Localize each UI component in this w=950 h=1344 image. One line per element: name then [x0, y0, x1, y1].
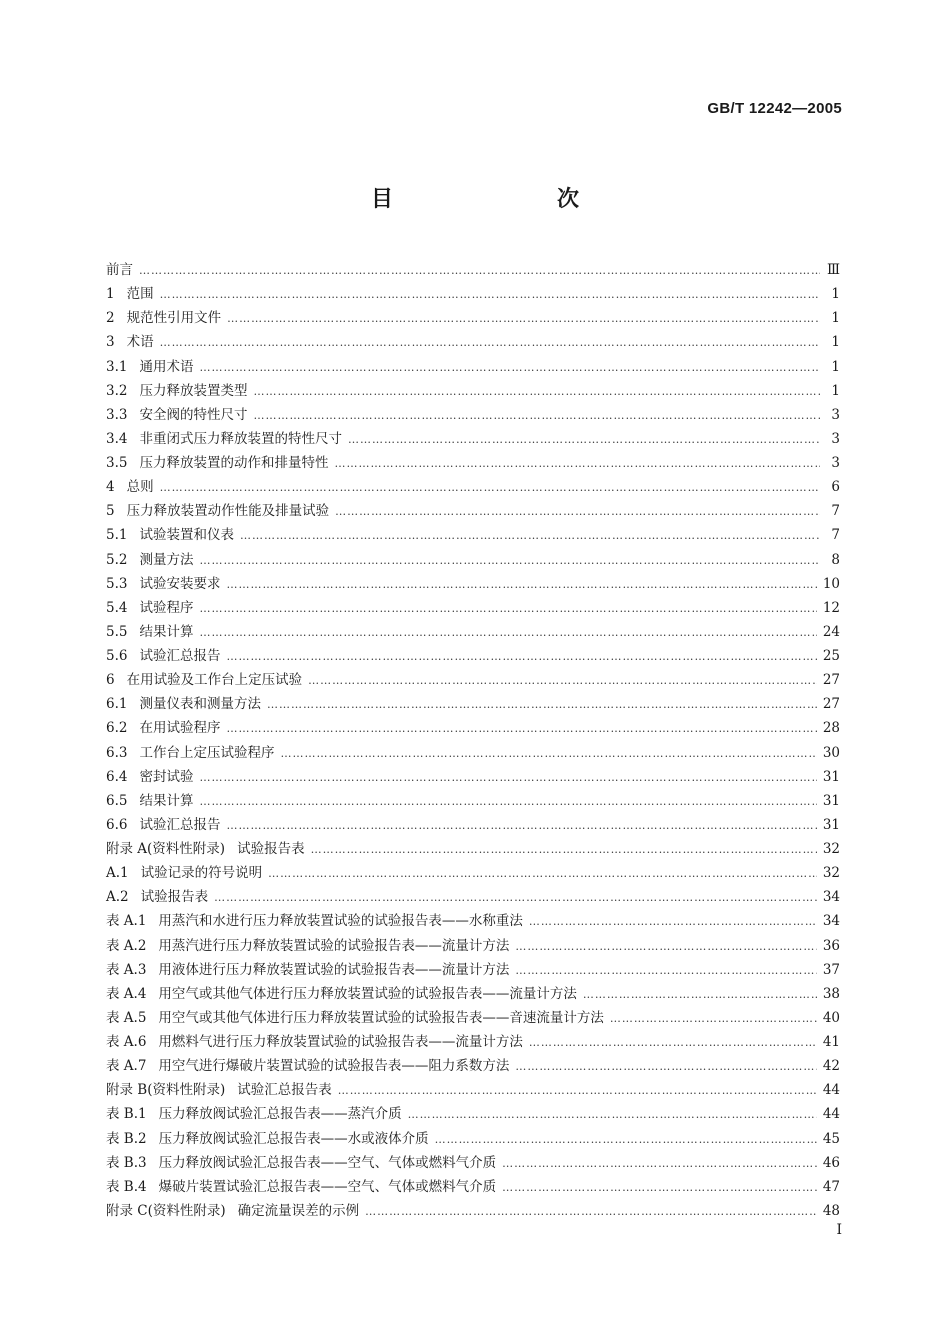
- toc-entry-number: 附录 A(资料性附录): [106, 841, 226, 857]
- toc-entry-number: A.2: [106, 889, 129, 906]
- toc-entry-number: 3.2: [106, 382, 128, 399]
- toc-entry-number: 4: [106, 479, 115, 496]
- toc-entry[interactable]: [106, 789, 840, 813]
- toc-entry-page: 31: [822, 768, 840, 785]
- toc-entry-page: 27: [822, 672, 840, 689]
- toc-entry[interactable]: [106, 692, 840, 716]
- toc-entry[interactable]: [106, 644, 840, 668]
- toc-entry-page: 1: [831, 286, 840, 303]
- toc-entry-title: 压力释放阀试验汇总报告表——水或液体介质: [158, 1130, 429, 1147]
- toc-entry-title: 用蒸汽进行压力释放装置试验的试验报告表——流量计方法: [158, 937, 510, 954]
- toc-entry-number: 表 A.6: [106, 1034, 147, 1050]
- toc-entry-title: 压力释放装置类型: [139, 382, 248, 399]
- toc-entry-title: 试验汇总报告: [139, 816, 221, 833]
- toc-leader-dots: [226, 814, 816, 838]
- toc-leader-dots: [214, 886, 817, 910]
- toc-entry[interactable]: [106, 837, 840, 861]
- toc-entry-number: 6.6: [106, 816, 128, 833]
- toc-entry[interactable]: [106, 403, 840, 427]
- toc-leader-dots: [240, 524, 820, 548]
- toc-entry-number: A.1: [106, 865, 129, 882]
- toc-entry-number: 5.1: [106, 527, 128, 544]
- toc-entry[interactable]: [106, 475, 840, 499]
- toc-leader-dots: [348, 428, 820, 452]
- toc-entry[interactable]: [106, 330, 840, 354]
- toc-leader-dots: [253, 404, 820, 428]
- toc-entry-number: 前言: [106, 262, 133, 278]
- toc-leader-dots: [199, 766, 816, 790]
- toc-leader-dots: [268, 862, 817, 886]
- toc-entry-page: 3: [831, 406, 840, 423]
- toc-entry-title: 试验程序: [139, 599, 194, 616]
- toc-entry[interactable]: [106, 909, 840, 933]
- toc-entry-title: 非重闭式压力释放装置的特性尺寸: [139, 430, 342, 447]
- toc-entry-page: 32: [822, 841, 840, 857]
- toc-leader-dots: [435, 1128, 817, 1152]
- toc-entry-number: 表 A.2: [106, 937, 147, 954]
- toc-entry-title: 用空气或其他气体进行压力释放装置试验的试验报告表——音速流量计方法: [158, 1009, 604, 1026]
- toc-entry-number: 5.4: [106, 599, 128, 616]
- toc-entry[interactable]: [106, 1078, 840, 1102]
- toc-entry-number: 3.1: [106, 358, 128, 375]
- toc-entry-number: 附录 C(资料性附录): [106, 1202, 226, 1219]
- toc-entry[interactable]: [106, 958, 840, 982]
- toc-entry-page: 10: [822, 575, 840, 592]
- toc-entry-title: 测量仪表和测量方法: [139, 696, 261, 713]
- toc-entry[interactable]: [106, 1102, 840, 1126]
- toc-entry-page: 12: [822, 599, 840, 616]
- toc-entry[interactable]: [106, 982, 840, 1006]
- toc-entry-page: 1: [831, 310, 840, 327]
- toc-entry[interactable]: [106, 548, 840, 572]
- toc-leader-dots: [311, 838, 817, 862]
- toc-leader-dots: [160, 283, 820, 307]
- toc-entry[interactable]: [106, 379, 840, 403]
- toc-entry-title: 试验报告表: [237, 841, 305, 857]
- toc-entry[interactable]: [106, 668, 840, 692]
- toc-entry-title: 用液体进行压力释放装置试验的试验报告表——流量计方法: [158, 961, 510, 978]
- toc-entry-page: 28: [822, 720, 840, 737]
- toc-leader-dots: [502, 1152, 817, 1176]
- toc-entry-number: 2: [106, 310, 115, 327]
- toc-entry[interactable]: [106, 523, 840, 547]
- toc-entry-title: 术语: [126, 334, 154, 351]
- toc-entry-number: 6.3: [106, 744, 128, 761]
- toc-entry-number: 6.4: [106, 768, 128, 785]
- toc-entry-title: 试验记录的符号说明: [140, 865, 263, 882]
- toc-entry-page: 7: [831, 503, 840, 520]
- toc-entry-number: 3.3: [106, 406, 128, 423]
- toc-entry[interactable]: [106, 1006, 840, 1030]
- toc-entry-page: 31: [822, 792, 840, 809]
- toc-entry-number: 6.2: [106, 720, 128, 737]
- toc-leader-dots: [334, 452, 820, 476]
- toc-leader-dots: [199, 356, 820, 380]
- toc-entry-page: 27: [822, 696, 840, 713]
- toc-leader-dots: [529, 1031, 817, 1055]
- toc-entry-page: Ⅲ: [826, 262, 840, 278]
- toc-entry[interactable]: [106, 861, 840, 885]
- toc-entry-number: 6.1: [106, 696, 128, 713]
- page-number: I: [836, 1222, 842, 1238]
- toc-leader-dots: [583, 983, 817, 1007]
- toc-entry-page: 44: [822, 1106, 840, 1123]
- toc-leader-dots: [160, 476, 820, 500]
- toc-leader-dots: [335, 500, 820, 524]
- toc-entry-page: 38: [822, 985, 840, 1002]
- toc-entry-title: 用空气进行爆破片装置试验的试验报告表——阻力系数方法: [158, 1058, 510, 1075]
- toc-entry-number: 1: [106, 286, 115, 303]
- toc-entry[interactable]: [106, 716, 840, 740]
- toc-entry[interactable]: [106, 1127, 840, 1151]
- toc-entry-title: 通用术语: [139, 358, 194, 375]
- toc-entry-number: 表 B.1: [106, 1106, 147, 1123]
- toc-entry-title: 试验装置和仪表: [139, 527, 234, 544]
- toc-leader-dots: [515, 959, 816, 983]
- toc-entry-number: 表 A.1: [106, 913, 147, 930]
- toc-entry[interactable]: [106, 765, 840, 789]
- toc-entry-title: 压力释放装置动作性能及排量试验: [126, 503, 330, 520]
- toc-entry[interactable]: [106, 1030, 840, 1054]
- toc-entry-page: 30: [822, 744, 840, 761]
- toc-entry-page: 40: [822, 1009, 840, 1026]
- toc-entry[interactable]: [106, 282, 840, 306]
- toc-entry-title: 爆破片装置试验汇总报告表——空气、气体或燃料气介质: [158, 1178, 497, 1195]
- toc-entry[interactable]: [106, 596, 840, 620]
- toc-entry-title: 压力释放阀试验汇总报告表——蒸汽介质: [158, 1106, 402, 1123]
- toc-leader-dots: [199, 597, 816, 621]
- toc-leader-dots: [515, 1055, 816, 1079]
- toc-entry-title: 在用试验程序: [139, 720, 221, 737]
- toc-entry-page: 41: [822, 1034, 840, 1050]
- toc-entry-number: 5.6: [106, 648, 128, 664]
- toc-entry-number: 5: [106, 503, 115, 520]
- toc-entry-page: 34: [822, 889, 840, 906]
- toc-entry[interactable]: [106, 1175, 840, 1199]
- toc-entry[interactable]: [106, 1199, 840, 1223]
- toc-entry-number: 表 B.2: [106, 1130, 147, 1147]
- toc-entry-page: 48: [822, 1202, 840, 1219]
- toc-entry-page: 25: [822, 648, 840, 664]
- page-title: 目 次: [370, 187, 619, 212]
- toc-entry-number: 3.4: [106, 430, 128, 447]
- toc-entry-title: 试验安装要求: [139, 575, 221, 592]
- toc-entry-page: 42: [822, 1058, 840, 1075]
- toc-leader-dots: [408, 1103, 817, 1127]
- toc-leader-dots: [502, 1176, 817, 1200]
- toc-entry-title: 用空气或其他气体进行压力释放装置试验的试验报告表——流量计方法: [158, 985, 577, 1002]
- toc-entry-title: 范围: [126, 286, 154, 303]
- toc-leader-dots: [226, 645, 816, 669]
- toc-entry-number: 表 B.4: [106, 1178, 147, 1195]
- toc-leader-dots: [253, 380, 820, 404]
- standard-number: GB/T 12242—2005: [707, 100, 842, 117]
- toc-entry-page: 8: [831, 551, 840, 568]
- toc-entry[interactable]: [106, 306, 840, 330]
- toc-entry[interactable]: [106, 620, 840, 644]
- toc-entry[interactable]: [106, 813, 840, 837]
- toc-entry[interactable]: [106, 499, 840, 523]
- toc-entry-page: 37: [822, 961, 840, 978]
- toc-entry-number: 5.2: [106, 551, 128, 568]
- toc-entry-page: 36: [822, 937, 840, 954]
- toc-entry-number: 表 A.5: [106, 1009, 147, 1026]
- toc-entry-title: 在用试验及工作台上定压试验: [126, 672, 303, 689]
- toc-leader-dots: [308, 669, 817, 693]
- toc-entry-number: 3: [106, 334, 115, 351]
- toc-entry-page: 31: [822, 816, 840, 833]
- toc-leader-dots: [199, 790, 816, 814]
- toc-entry[interactable]: [106, 451, 840, 475]
- toc-leader-dots: [160, 331, 820, 355]
- toc-entry[interactable]: [106, 885, 840, 909]
- toc-leader-dots: [529, 910, 817, 934]
- toc-entry-number: 表 A.7: [106, 1058, 147, 1075]
- toc-entry-title: 压力释放阀试验汇总报告表——空气、气体或燃料气介质: [158, 1154, 497, 1171]
- toc-entry-title: 安全阀的特性尺寸: [139, 406, 248, 423]
- toc-entry-number: 3.5: [106, 455, 128, 471]
- toc-entry-page: 1: [831, 382, 840, 399]
- toc-entry-page: 6: [831, 479, 840, 496]
- toc-entry[interactable]: [106, 741, 840, 765]
- toc-entry-title: 确定流量误差的示例: [237, 1202, 360, 1219]
- toc-leader-dots: [227, 307, 820, 331]
- toc-entry[interactable]: [106, 572, 840, 596]
- toc-leader-dots: [280, 742, 816, 766]
- toc-leader-dots: [515, 935, 816, 959]
- toc-entry-page: 45: [822, 1130, 840, 1147]
- toc-entry-page: 1: [831, 334, 840, 351]
- toc-entry-title: 结果计算: [139, 792, 194, 809]
- toc-entry-number: 表 B.3: [106, 1154, 147, 1171]
- toc-leader-dots: [338, 1079, 817, 1103]
- toc-entry-page: 44: [822, 1082, 840, 1099]
- toc-entry-title: 试验汇总报告: [139, 648, 221, 664]
- toc-entry-number: 6.5: [106, 792, 128, 809]
- toc-entry-page: 3: [831, 430, 840, 447]
- toc-entry-title: 密封试验: [139, 768, 194, 785]
- toc-entry-title: 用蒸汽和水进行压力释放装置试验的试验报告表——水称重法: [158, 913, 523, 930]
- toc-entry-title: 用燃料气进行压力释放装置试验的试验报告表——流量计方法: [158, 1034, 523, 1050]
- toc-entry-title: 总则: [126, 479, 154, 496]
- toc-entry-page: 3: [831, 455, 840, 471]
- toc-leader-dots: [610, 1007, 817, 1031]
- toc-entry[interactable]: [106, 1054, 840, 1078]
- toc-entry-page: 47: [822, 1178, 840, 1195]
- toc-leader-dots: [267, 693, 817, 717]
- toc-entry-page: 1: [831, 358, 840, 375]
- toc-entry[interactable]: [106, 355, 840, 379]
- toc-entry-title: 试验报告表: [140, 889, 209, 906]
- toc-entry-title: 工作台上定压试验程序: [139, 744, 275, 761]
- toc-entry-number: 5.3: [106, 575, 128, 592]
- toc-entry-number: 表 A.4: [106, 985, 147, 1002]
- toc-entry-page: 34: [822, 913, 840, 930]
- toc-entry[interactable]: [106, 1151, 840, 1175]
- toc-entry-title: 压力释放装置的动作和排量特性: [139, 455, 329, 471]
- toc-leader-dots: [226, 573, 816, 597]
- toc-entry-title: 测量方法: [139, 551, 194, 568]
- toc-entry-title: 规范性引用文件: [126, 310, 222, 327]
- toc-leader-dots: [199, 621, 816, 645]
- toc-leader-dots: [199, 549, 820, 573]
- toc-entry[interactable]: [106, 427, 840, 451]
- toc-entry-page: 32: [822, 865, 840, 882]
- toc-entry-page: 24: [822, 623, 840, 640]
- toc-entry-number: 6: [106, 672, 115, 689]
- toc-entry-number: 附录 B(资料性附录): [106, 1082, 226, 1099]
- toc-entry-title: 试验汇总报告表: [237, 1082, 332, 1099]
- toc-entry[interactable]: [106, 258, 840, 282]
- toc-leader-dots: [365, 1200, 817, 1224]
- toc-entry-page: 46: [822, 1154, 840, 1171]
- toc-entry-number: 表 A.3: [106, 961, 147, 978]
- toc-entry[interactable]: [106, 934, 840, 958]
- toc-leader-dots: [226, 717, 816, 741]
- toc-entry-number: 5.5: [106, 623, 128, 640]
- toc-entry-title: 结果计算: [139, 623, 194, 640]
- toc-leader-dots: [139, 259, 820, 283]
- table-of-contents: [106, 258, 840, 1223]
- toc-entry-page: 7: [831, 527, 840, 544]
